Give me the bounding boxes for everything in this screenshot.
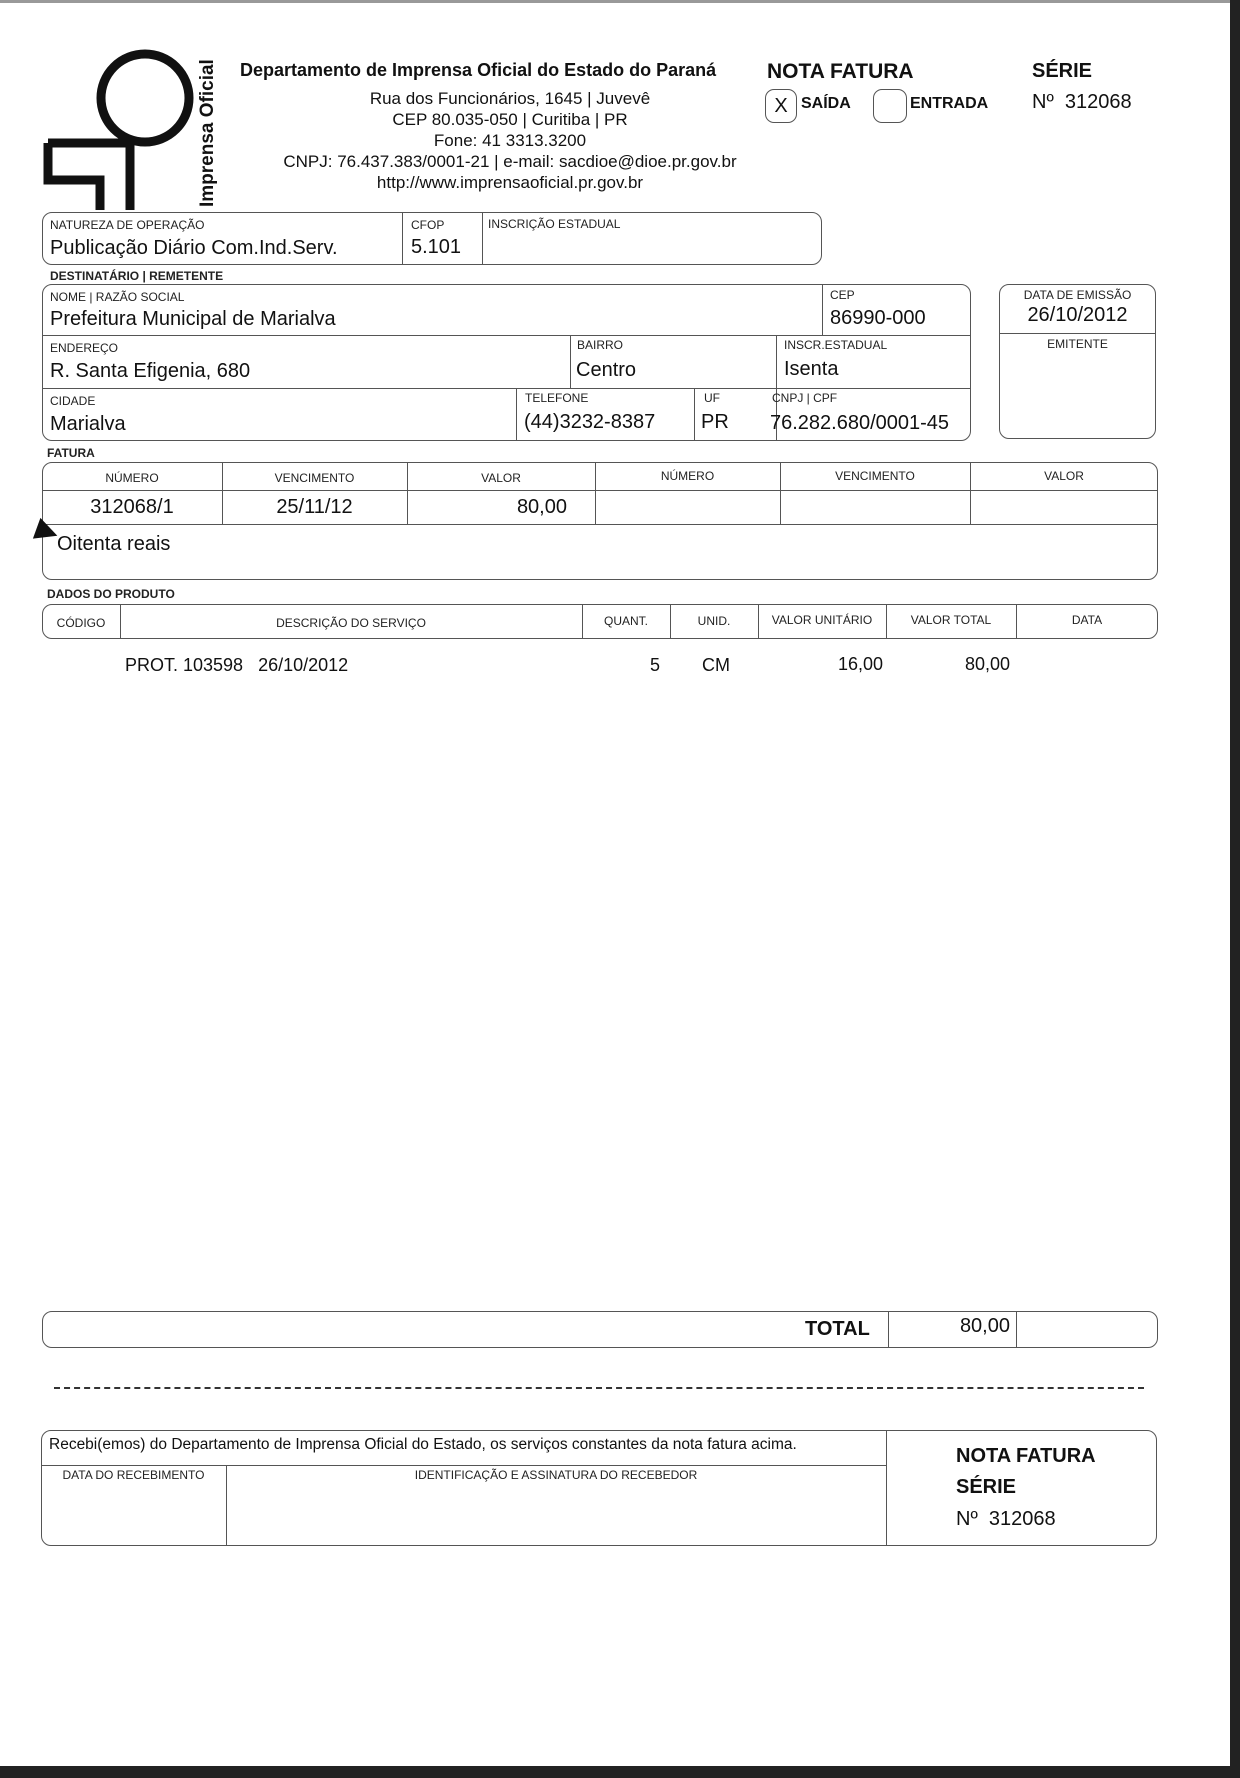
cnpj-label: CNPJ | CPF [772, 391, 838, 405]
inscr-label: INSCR.ESTADUAL [784, 338, 888, 352]
recibo-text: Recebi(emos) do Departamento de Imprensa Oficial do Estado, os serviços constantes da nota fatura acima. [49, 1436, 797, 1453]
endereco-label: ENDEREÇO [50, 341, 119, 355]
valor-extenso: Oitenta reais [57, 533, 171, 555]
telefone-value: (44)3232-8387 [524, 411, 656, 433]
divider [402, 212, 403, 265]
fatura-numero2-label: NÚMERO [660, 469, 715, 483]
imprensa-oficial-logo-icon [40, 35, 200, 215]
item-descricao: PROT. 103598 26/10/2012 [125, 655, 349, 675]
recibo-assinatura-label: IDENTIFICAÇÃO E ASSINATURA DO RECEBEDOR [414, 1468, 698, 1482]
bairro-value: Centro [576, 359, 637, 381]
telefone-label: TELEFONE [525, 391, 589, 405]
col-valor-unitario: VALOR UNITÁRIO [771, 613, 873, 627]
serie-label: SÉRIE [1032, 60, 1093, 82]
divider [516, 388, 517, 441]
recibo-numero: Nº 312068 [956, 1508, 1056, 1530]
org-cep: CEP 80.035-050 | Curitiba | PR [392, 110, 628, 129]
item-quant: 5 [650, 655, 661, 675]
endereco-value: R. Santa Efigenia, 680 [50, 360, 251, 382]
cnpj-value: 76.282.680/0001-45 [770, 412, 950, 434]
divider [42, 524, 1158, 525]
fatura-vencimento-value: 25/11/12 [276, 496, 353, 518]
nome-value: Prefeitura Municipal de Marialva [50, 308, 336, 330]
col-descricao: DESCRIÇÃO DO SERVIÇO [276, 616, 426, 630]
total-value: 80,00 [959, 1315, 1010, 1337]
cidade-label: CIDADE [50, 394, 96, 408]
divider [694, 388, 695, 441]
entrada-checkbox [873, 89, 907, 123]
divider [1016, 1311, 1017, 1348]
nota-title: NOTA FATURA [767, 60, 914, 83]
divider [41, 1465, 886, 1466]
cidade-value: Marialva [50, 413, 126, 435]
col-valor-total: VALOR TOTAL [910, 613, 992, 627]
recibo-data-label: DATA DO RECEBIMENTO [62, 1468, 205, 1482]
fatura-section-label: FATURA [47, 446, 95, 460]
divider [570, 335, 571, 388]
cep-label: CEP [830, 288, 855, 302]
divider [42, 388, 971, 389]
fatura-numero-label: NÚMERO [105, 471, 159, 485]
nota-numero: Nº 312068 [1032, 91, 1132, 113]
org-phone: Fone: 41 3313.3200 [433, 131, 587, 150]
recibo-serie-label: SÉRIE [956, 1476, 1017, 1498]
col-quant: QUANT. [603, 614, 648, 628]
natureza-value: Publicação Diário Com.Ind.Serv. [50, 237, 338, 259]
scan-edge-right [1230, 0, 1240, 1778]
org-address: Rua dos Funcionários, 1645 | Juvevê [369, 89, 651, 108]
fatura-valor-value: 80,00 [516, 496, 567, 518]
logo-wordmark: Imprensa Oficial [197, 59, 218, 207]
col-unid: UNID. [697, 614, 731, 628]
data-emissao-value: 26/10/2012 [1027, 304, 1128, 326]
total-label: TOTAL [805, 1318, 870, 1340]
cfop-value: 5.101 [411, 236, 462, 258]
uf-value: PR [701, 411, 729, 433]
logo [40, 35, 218, 215]
saida-checkbox: X [765, 89, 797, 123]
entrada-label: ENTRADA [910, 95, 989, 112]
data-emissao-label: DATA DE EMISSÃO [1023, 288, 1132, 302]
cfop-label: CFOP [411, 218, 445, 232]
scan-edge-top [0, 0, 1240, 3]
item-valor-total: 80,00 [964, 654, 1010, 674]
nome-label: NOME | RAZÃO SOCIAL [50, 290, 185, 304]
divider [886, 1430, 887, 1546]
org-site: http://www.imprensaoficial.pr.gov.br [376, 173, 644, 192]
inscricao-label: INSCRIÇÃO ESTADUAL [488, 217, 621, 231]
divider [482, 212, 483, 265]
divider [999, 333, 1156, 334]
divider [42, 490, 1158, 491]
item-unid: CM [702, 655, 730, 675]
recibo-nota-title: NOTA FATURA [956, 1445, 1096, 1467]
org-name: Departamento de Imprensa Oficial do Estado do Paraná [240, 60, 717, 80]
saida-label: SAÍDA [801, 95, 851, 112]
natureza-label: NATUREZA DE OPERAÇÃO [50, 218, 205, 232]
destinatario-section-label: DESTINATÁRIO | REMETENTE [50, 269, 224, 283]
produto-section-label: DADOS DO PRODUTO [47, 587, 175, 601]
uf-label: UF [704, 391, 720, 405]
emitente-label: EMITENTE [1047, 337, 1108, 351]
fatura-numero-value: 312068/1 [90, 496, 174, 518]
fatura-valor-label: VALOR [481, 471, 521, 485]
col-codigo: CÓDIGO [56, 616, 106, 630]
fatura-vencimento-label: VENCIMENTO [274, 471, 355, 485]
item-valor-unitario: 16,00 [837, 654, 883, 674]
scan-edge-bottom [0, 1766, 1240, 1778]
fatura-valor2-label: VALOR [1044, 469, 1084, 483]
divider [888, 1311, 889, 1348]
divider [42, 335, 971, 336]
cut-line [54, 1387, 1144, 1389]
cep-value: 86990-000 [830, 307, 926, 329]
divider [822, 284, 823, 335]
col-data: DATA [1071, 613, 1103, 627]
bairro-label: BAIRRO [577, 338, 624, 352]
fatura-vencimento2-label: VENCIMENTO [835, 469, 915, 483]
org-cnpj: CNPJ: 76.437.383/0001-21 | e-mail: sacdioe@dioe.pr.gov.br [283, 152, 737, 171]
inscr-value: Isenta [784, 358, 839, 380]
